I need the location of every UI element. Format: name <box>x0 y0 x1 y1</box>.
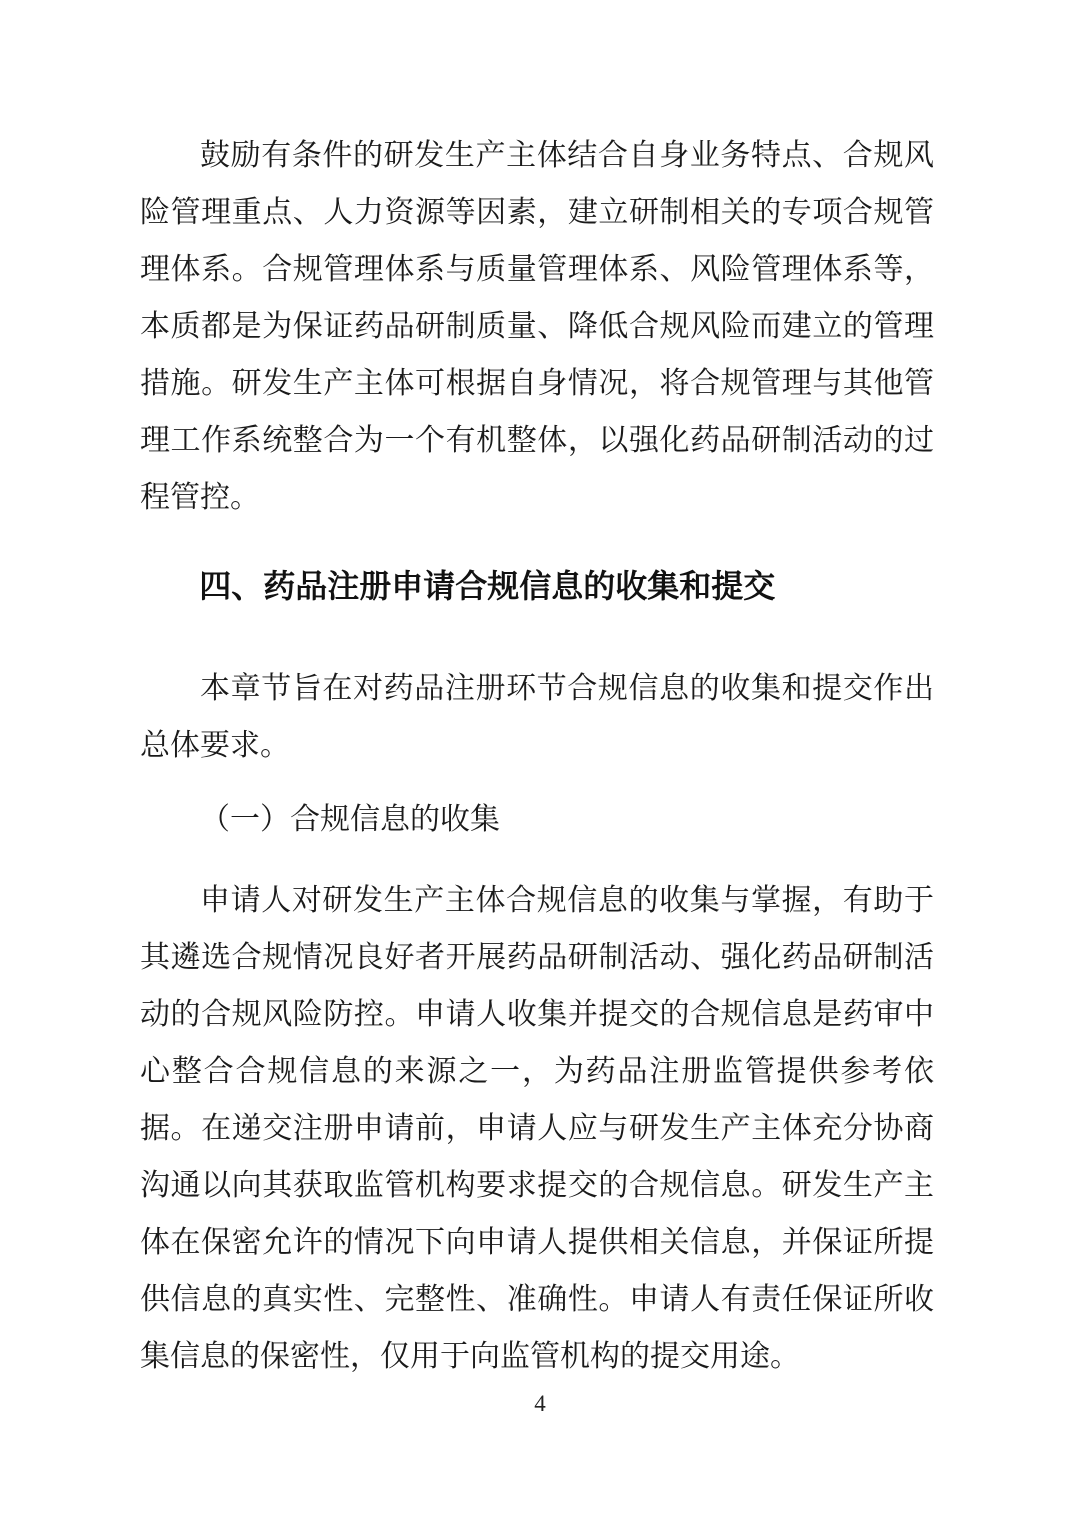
section-heading-4: 四、药品注册申请合规信息的收集和提交 <box>199 568 776 604</box>
paragraph-chapter-purpose: 本章节旨在对药品注册环节合规信息的收集和提交作出总体要求。 <box>140 672 934 762</box>
paragraph-compliance-system: 鼓励有条件的研发生产主体结合自身业务特点、合规风险管理重点、人力资源等因素，建立研制相关的专项合规管理体系。合规管理体系与质量管理体系、风险管理体系等，本质都是为保证药品研制质量、降低合规风险而建立的管理措施。研发生产主体可根据自身情况，将合规管理与其他管理工作系统整合为一个有机整体，以强化药品研制活动的过程管控。 <box>140 139 934 514</box>
page-number: 4 <box>534 1391 546 1416</box>
subsection-heading-1: （一）合规信息的收集 <box>200 803 500 836</box>
paragraph-info-collection: 申请人对研发生产主体合规信息的收集与掌握，有助于其遴选合规情况良好者开展药品研制活动、强化药品研制活动的合规风险防控。申请人收集并提交的合规信息是药审中心整合合规信息的来源之一，为药品注册监管提供参考依据。在递交注册申请前，申请人应与研发生产主体充分协商沟通以向其获取监管机构要求提交的合规信息。研发生产主体在保密允许的情况下向申请人提供相关信息，并保证所提供信息的真实性、完整性、准确性。申请人有责任保证所收集信息的保密性，仅用于向监管机构的提交用途。 <box>140 884 934 1373</box>
